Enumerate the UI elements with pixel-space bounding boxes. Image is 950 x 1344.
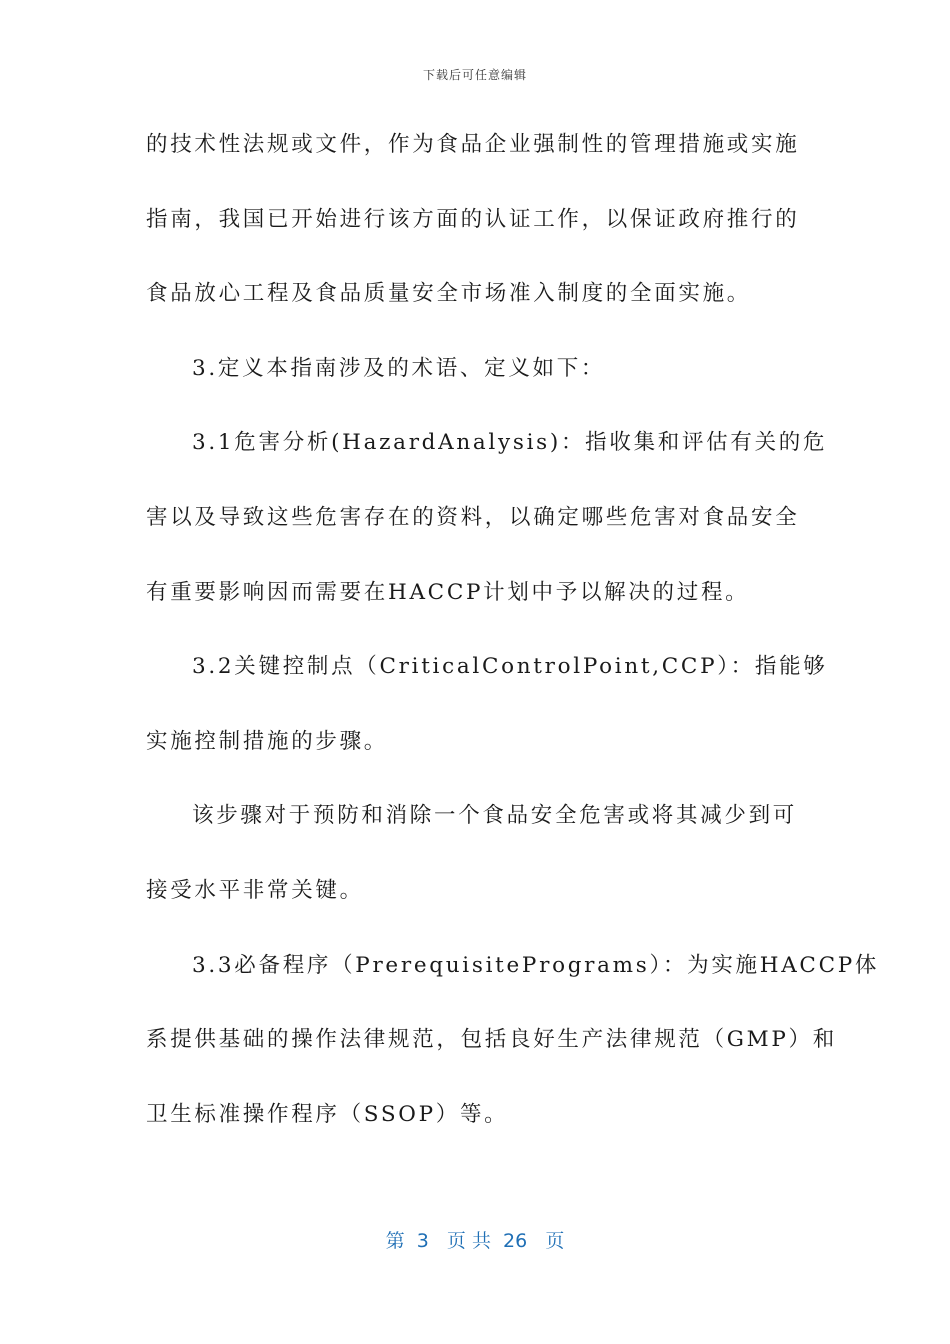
page-number-footer: 第 3 页 共 26 页 xyxy=(385,1230,565,1252)
body-line: 有重要影响因而需要在HACCP计划中予以解决的过程。 xyxy=(146,579,750,605)
body-line: 卫生标准操作程序（SSOP）等。 xyxy=(146,1101,509,1127)
body-line: 该步骤对于预防和消除一个食品安全危害或将其减少到可 xyxy=(192,803,798,829)
body-line: 3.2关键控制点（CriticalControlPoint,CCP）：指能够 xyxy=(192,654,828,680)
body-line: 的技术性法规或文件，作为食品企业强制性的管理措施或实施 xyxy=(146,132,800,157)
body-line: 害以及导致这些危害存在的资料，以确定哪些危害对食品安全 xyxy=(146,504,800,530)
body-line: 系提供基础的操作法律规范，包括良好生产法律规范（GMP）和 xyxy=(146,1027,837,1053)
document-body xyxy=(146,121,880,1165)
body-line: 指南，我国已开始进行该方面的认证工作，以保证政府推行的 xyxy=(146,206,800,232)
body-line: 3.1危害分析(HazardAnalysis)：指收集和评估有关的危 xyxy=(192,430,828,456)
section-heading: 3.定义本指南涉及的术语、定义如下： xyxy=(192,355,606,381)
body-line: 实施控制措施的步骤。 xyxy=(146,728,389,754)
body-line: 食品放心工程及食品质量安全市场准入制度的全面实施。 xyxy=(146,281,752,307)
body-line: 接受水平非常关键。 xyxy=(146,877,364,903)
body-line: 3.3必备程序（PrerequisitePrograms）：为实施HACCP体 xyxy=(192,952,880,978)
page-header: 下载后可任意编辑 xyxy=(422,68,527,82)
